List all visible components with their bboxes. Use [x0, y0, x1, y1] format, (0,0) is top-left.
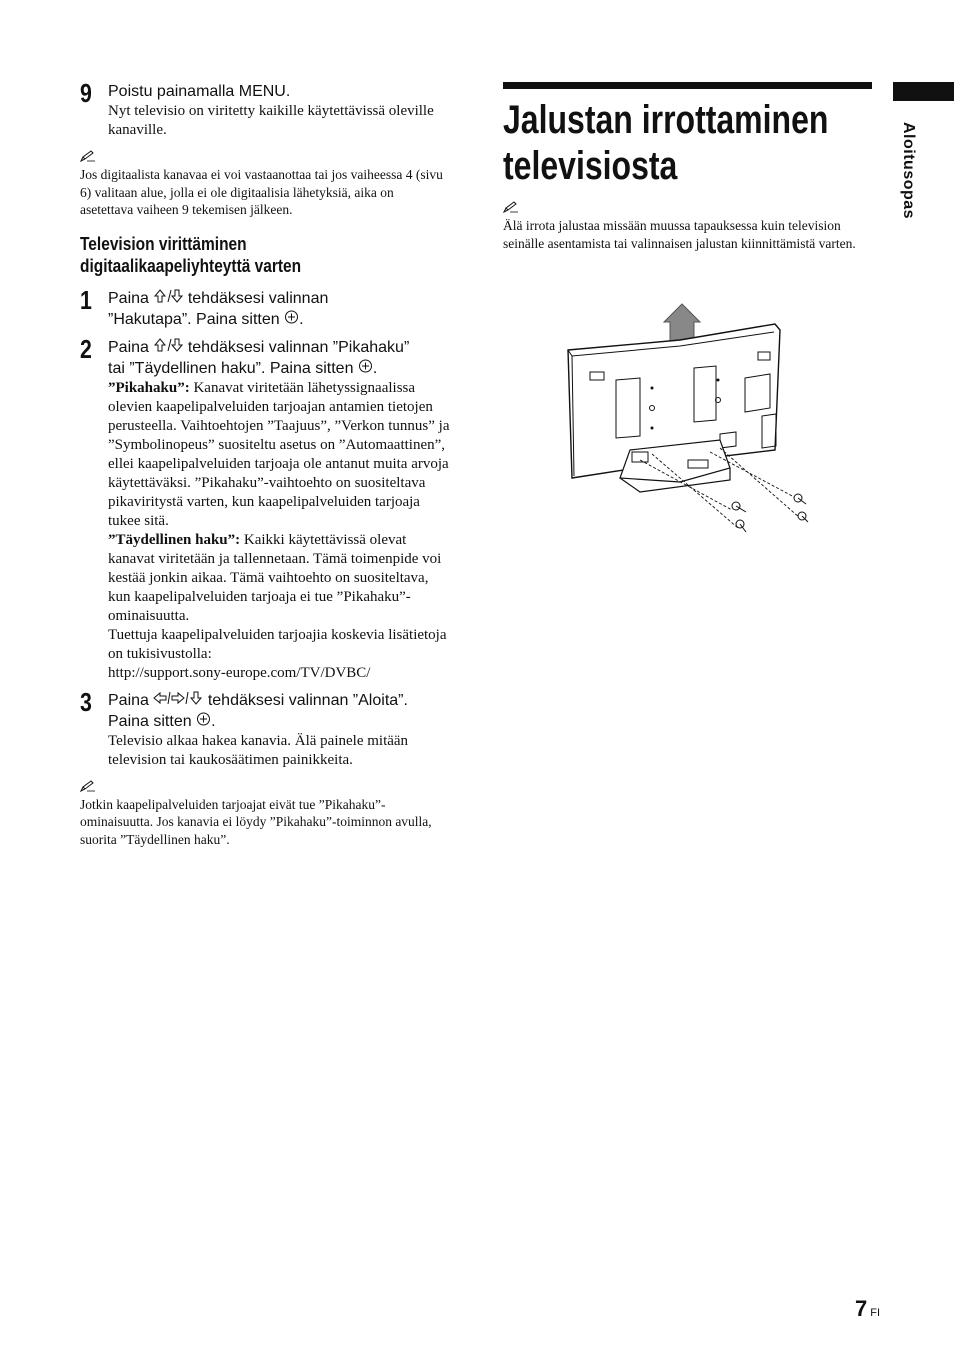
- step-number: 3: [80, 686, 92, 717]
- step-body: Televisio alkaa hakea kanavia. Älä painele mitään television tai kaukosäätimen painikkeita.: [108, 732, 409, 768]
- right-column: [503, 82, 873, 252]
- term-label: ”Täydellinen haku”:: [108, 531, 241, 548]
- note-text: Jos digitaalista kanavaa ei voi vastaanottaa tai jos vaiheessa 4 (sivu 6) valitaan alue, jolla ei ole digitaalisia lähetyksiä, aika on asetettava vaiheen 9 tekemisen jälkeen.: [80, 167, 443, 217]
- note-text: Jotkin kaapelipalveluiden tarjoajat eivät tue ”Pikahaku”-ominaisuutta. Jos kanavia ei löydy ”Pikahaku”-toiminnon avulla, suorita ”Täydellinen haku”.: [80, 796, 432, 847]
- section-tab-marker: [893, 82, 954, 101]
- title-rule: [503, 82, 872, 89]
- page-language-code: FI: [870, 1307, 881, 1319]
- step-number: 9: [80, 78, 92, 108]
- step-body: Nyt televisio on viritetty kaikille käytettävissä oleville kanaville.: [108, 103, 434, 138]
- left-column: [80, 78, 450, 848]
- text: tehdäksesi valinnan: [183, 289, 329, 307]
- step-1: [80, 284, 450, 330]
- enter-circle-plus-icon: [358, 358, 373, 379]
- text: .: [299, 310, 304, 328]
- illustration-svg: [560, 300, 820, 540]
- enter-circle-plus-icon: [284, 309, 299, 330]
- step-heading: [108, 289, 450, 330]
- text: .: [372, 359, 378, 377]
- text: tehdäksesi valinnan ”Aloita”.: [203, 691, 408, 709]
- page-number-value: 7: [855, 1296, 868, 1321]
- step-number: 2: [80, 333, 92, 364]
- note-pencil-icon: [80, 150, 450, 166]
- text: ”Hakutapa”. Paina sitten: [108, 310, 285, 328]
- text: Paina sitten: [108, 712, 197, 730]
- term-text: Kaikki käytettävissä olevat kanavat viritetään ja tallennetaan. Tämä toimenpide voi kestää jonkin aikaa. Tämä vaihtoehto on suositeltava, kun kaapelipalveluiden tarjoaja ei tue ”Pikahaku”-ominaisuutta.: [108, 531, 442, 624]
- step-heading: [108, 691, 450, 732]
- step-body: [108, 379, 450, 683]
- section-subheading: [80, 233, 441, 277]
- enter-circle-plus-icon: [196, 711, 211, 732]
- title-line: Jalustan irrottaminen: [503, 98, 829, 142]
- subheading-line: digitaalikaapeliyhteyttä varten: [80, 255, 302, 276]
- step-heading: Poistu painamalla MENU.: [108, 83, 291, 100]
- note-pencil-icon: [503, 201, 873, 217]
- text: tai ”Täydellinen haku”. Paina sitten: [108, 359, 358, 377]
- step-9: [80, 78, 450, 140]
- text: .: [211, 712, 216, 730]
- note-text: Älä irrota jalustaa missään muussa tapauksessa kuin television seinälle asentamista tai valinnaisen jalustan kiinnittämistä varten.: [503, 218, 856, 251]
- term-label: ”Pikahaku”:: [108, 379, 190, 396]
- up-down-arrows-icon: [153, 289, 183, 309]
- step-3: [80, 686, 450, 770]
- subheading-line: Television virittäminen: [80, 233, 247, 254]
- step-2: [80, 333, 450, 683]
- term-text: Kanavat viritetään lähetyssignaalissa olevien kaapelipalveluiden tarjoajan antamien tietojen perusteella. Vaihtoehtojen ”Taajuus”, ”Verkon tunnus” ja ”Symbolinopeus” suositeltu asetus on ”Automaattinen”, ellei kaapelipalveluiden tarjoaja ole antanut muita arvoja käytettäväksi. ”Pikahaku”-vaihtoehto on suositeltava pikaviritystä varten, kun kaapelipalveluiden tarjoaja tukee sitä.: [108, 379, 450, 529]
- screw: [732, 494, 808, 532]
- title-line: televisiosta: [503, 144, 678, 188]
- left-right-down-arrows-icon: [153, 691, 203, 711]
- text: tehdäksesi valinnan ”Pikahaku”: [183, 338, 410, 356]
- step-number: 1: [80, 284, 92, 315]
- page-number: [855, 1296, 880, 1322]
- page-title: [503, 97, 879, 189]
- note-pencil-icon: [80, 780, 450, 796]
- support-text: Tuettuja kaapelipalveluiden tarjoajia koskevia lisätietoja on tukisivustolla:: [108, 626, 447, 662]
- support-url: http://support.sony-europe.com/TV/DVBC/: [108, 664, 371, 681]
- up-down-arrows-icon: [153, 338, 183, 358]
- text: Paina: [108, 691, 154, 709]
- text: Paina: [108, 338, 154, 356]
- tv-stand-removal-illustration: [560, 300, 820, 540]
- section-side-label: Aloitusopas: [900, 122, 917, 220]
- step-heading: [108, 338, 450, 379]
- text: Paina: [108, 289, 154, 307]
